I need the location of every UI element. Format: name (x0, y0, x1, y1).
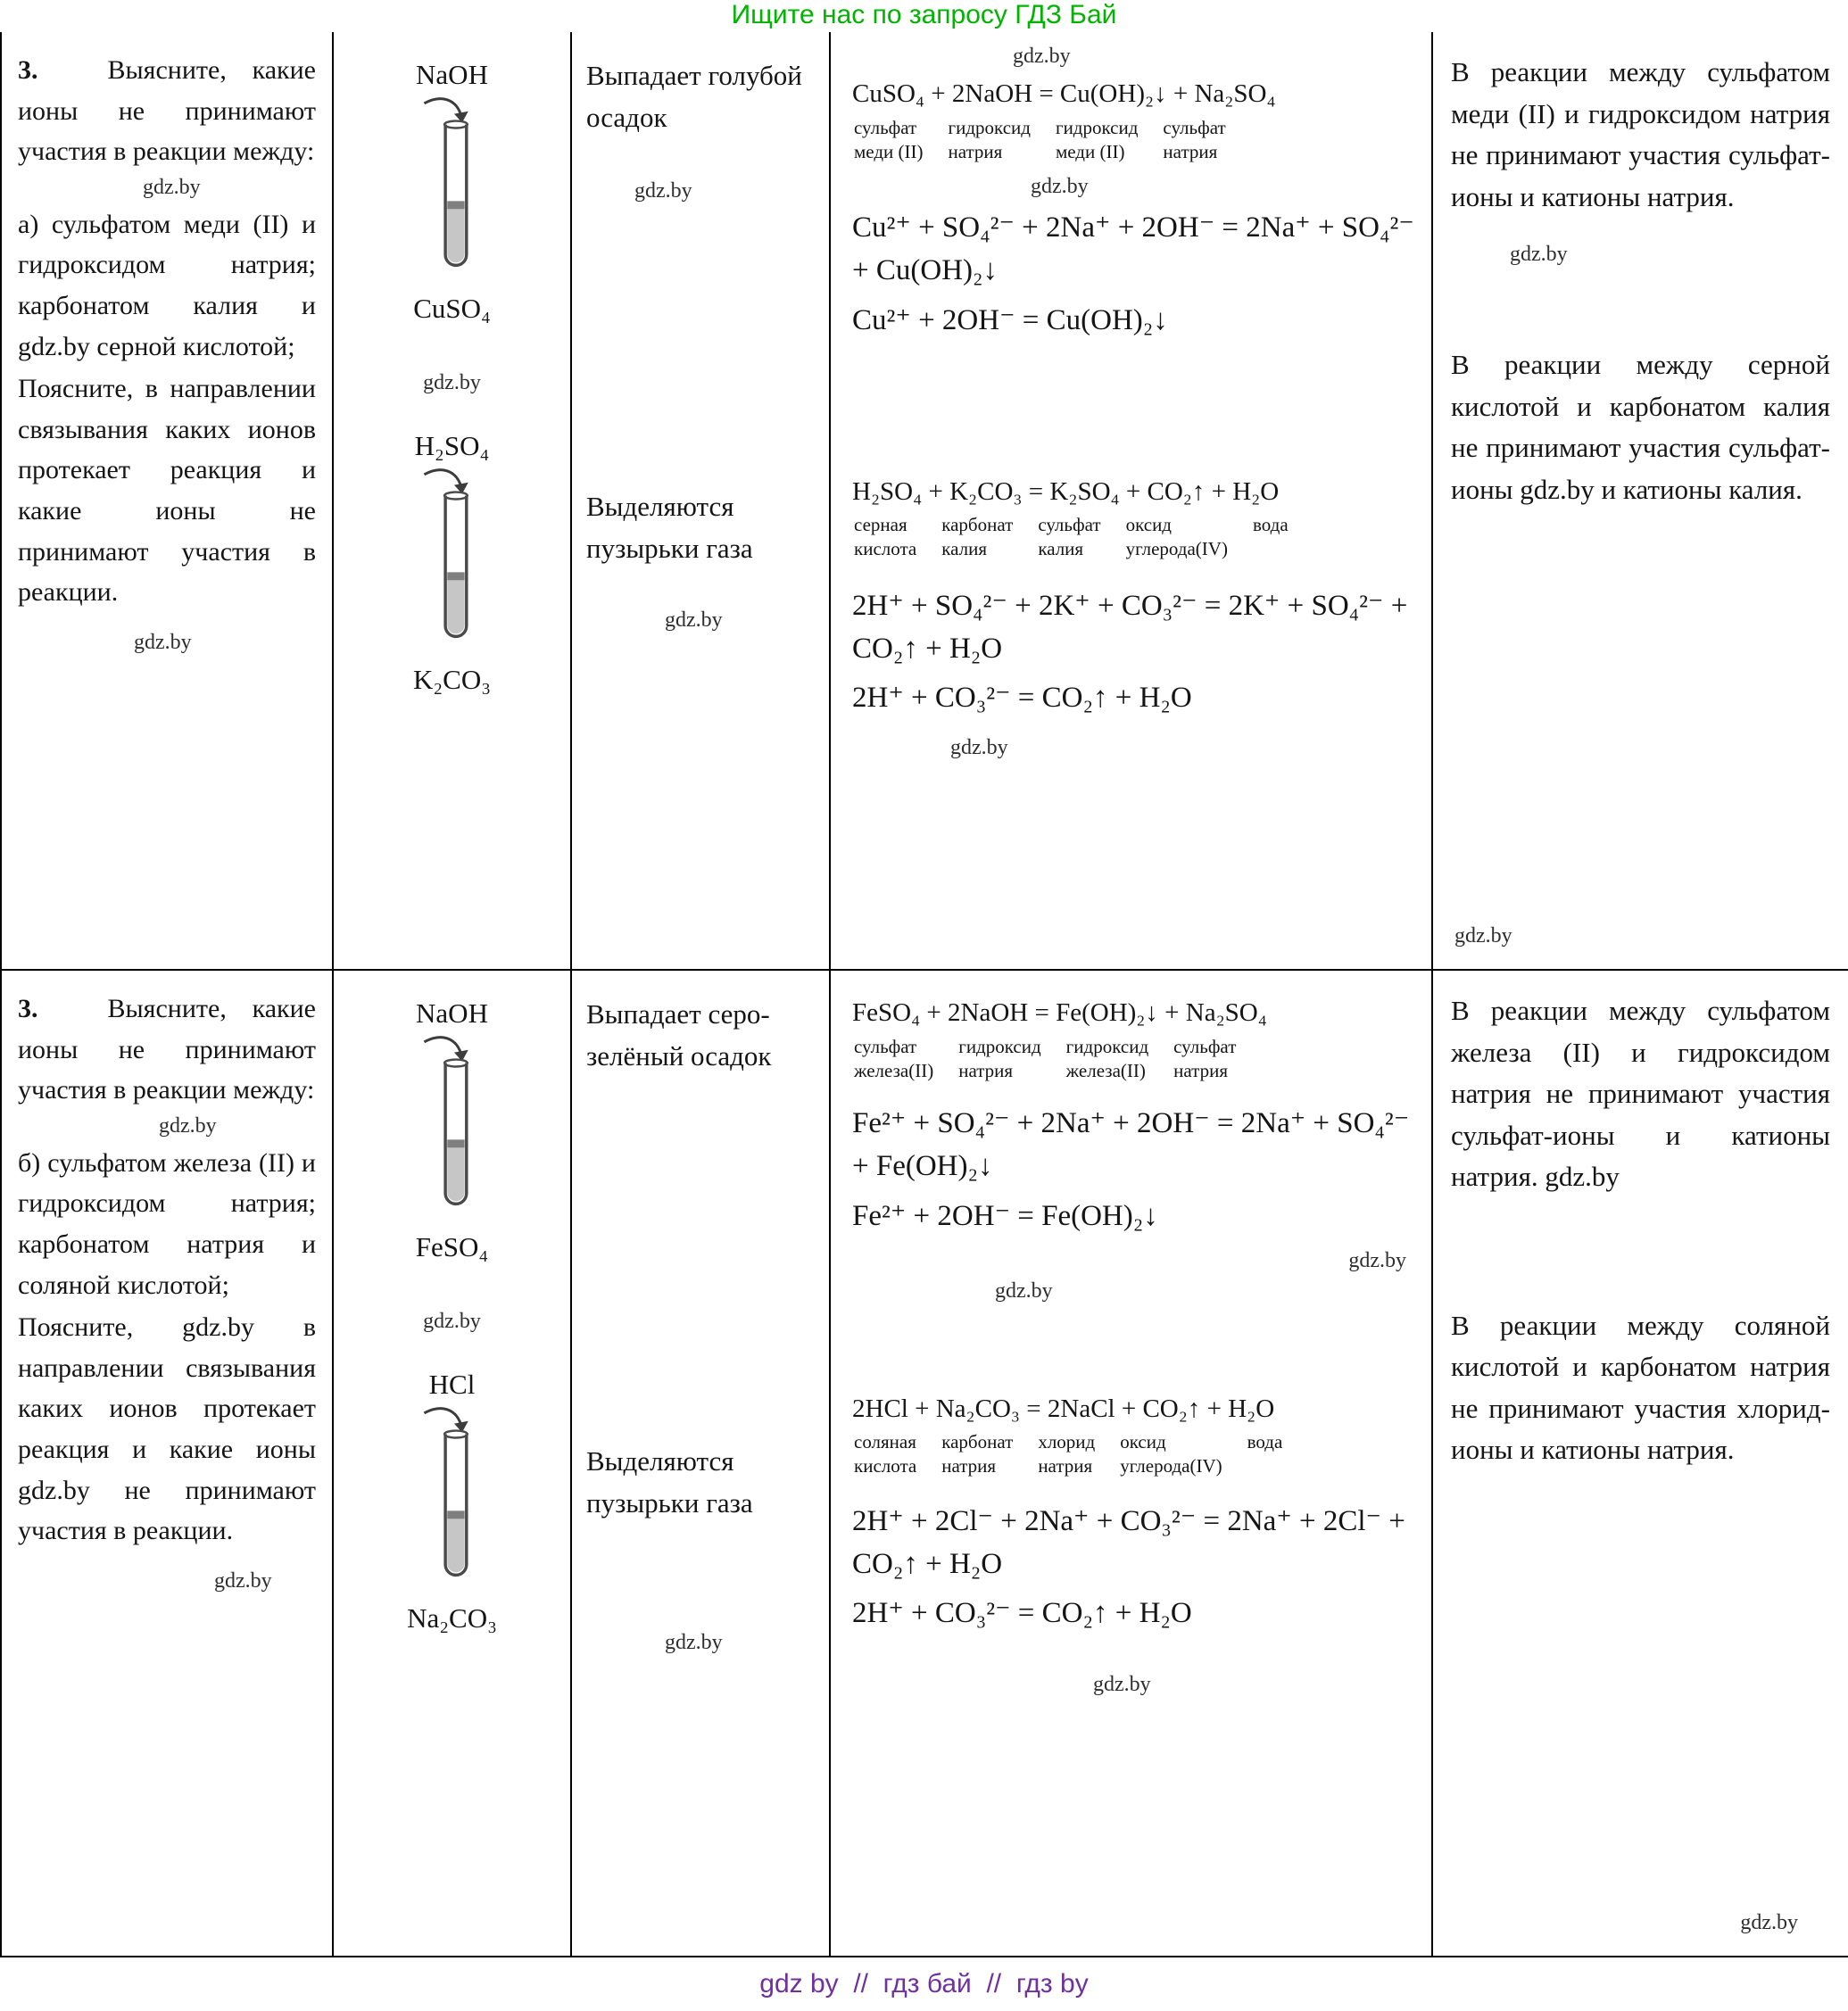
conclusions-cell-a (1433, 32, 1848, 971)
full-ionic-equation: Fe²⁺ + SO₄²⁻ + 2Na⁺ + 2OH⁻ = 2Na⁺ + SO₄²⁻ + Fe(OH)₂↓ (852, 1107, 1410, 1182)
experiment-2 (398, 430, 507, 696)
compound-name (1163, 116, 1225, 165)
molecular-equation: FeSO₄ + 2NaOH = Fe(OH)₂↓ + Na₂SO₄ (852, 998, 1267, 1027)
compound-name-line2: углерода(IV) (1125, 538, 1228, 560)
compound-name-line1: вода (1247, 1431, 1283, 1453)
watermark: gdz.by (1454, 924, 1512, 948)
equation-block-2 (852, 1390, 1415, 1699)
net-ionic-equation: 2H⁺ + CO₃²⁻ = CO₂↑ + H₂O (852, 1597, 1192, 1630)
equation-block-1 (852, 75, 1415, 343)
reagent-in-tube-label: CuSO₄ (413, 293, 491, 324)
compound-name (854, 1430, 916, 1479)
watermark: gdz.by (634, 179, 692, 203)
compound-name (1056, 116, 1138, 165)
full-ionic-equation: 2H⁺ + SO₄²⁻ + 2K⁺ + CO₃²⁻ = 2K⁺ + SO₄²⁻ + CO₂↑ + H₂O (852, 589, 1408, 665)
observation-text: Выпадает голубой осадок (586, 60, 802, 133)
test-tube-icon (398, 1031, 507, 1229)
watermark: gdz.by (1093, 1673, 1151, 1697)
compound-name-line1: гидроксид (948, 116, 1031, 138)
compound-names (854, 1430, 1415, 1479)
watermark: gdz.by (423, 371, 481, 394)
task-variant: б) сульфатом железа (II) и гидроксидом натрия; карбонатом натрия и соляной кислотой; (18, 1147, 316, 1300)
conclusion-1: В реакции между сульфатом меди (II) и гидроксидом натрия не принимают участия сульфат-ионы и катионы натрия. (1451, 56, 1830, 212)
full-ionic-equation: Cu²⁺ + SO₄²⁻ + 2Na⁺ + 2OH⁻ = 2Na⁺ + SO₄²⁻ + Cu(OH)₂↓ (852, 211, 1414, 286)
compound-name-line1: сульфат (1173, 1035, 1237, 1057)
conclusions-cell-b (1433, 971, 1848, 1957)
compound-name (948, 116, 1030, 165)
experiment-2 (398, 1369, 507, 1634)
compound-name-line2: железа(II) (854, 1059, 934, 1081)
compound-name-line2: натрия (1163, 140, 1218, 162)
compound-name-line2: калия (941, 538, 987, 560)
compound-name-line1: сульфат (854, 116, 917, 138)
answer-table (0, 32, 1848, 1957)
task-intro: Выясните, какие ионы не принимают участия в реакции между: (18, 55, 316, 167)
compound-name (1038, 1430, 1095, 1479)
molecular-equation: H₂SO₄ + K₂CO₃ = K₂SO₄ + CO₂↑ + H₂O (852, 476, 1280, 506)
compound-name-line1: хлорид (1038, 1431, 1096, 1453)
compound-name (1173, 1035, 1236, 1084)
compound-name-line1: гидроксид (958, 1035, 1041, 1057)
net-ionic-equation: Fe²⁺ + 2OH⁻ = Fe(OH)₂↓ (852, 1199, 1158, 1232)
compound-name (854, 116, 923, 165)
compound-name-line2: углерода(IV) (1120, 1455, 1222, 1477)
net-ionic-equation: 2H⁺ + CO₃²⁻ = CO₂↑ + H₂O (852, 682, 1192, 715)
compound-name (854, 1035, 933, 1084)
compound-name-line1: сульфат (1038, 514, 1101, 536)
compound-name-line1: сульфат (1163, 116, 1226, 138)
compound-name-line2: железа(II) (1065, 1059, 1146, 1081)
compound-name-line1: оксид (1125, 514, 1172, 536)
page-header: Ищите нас по запросу ГДЗ Бай (731, 0, 1117, 29)
reagent-added-label: H₂SO₄ (414, 430, 490, 461)
equations-cell-b (831, 971, 1433, 1957)
net-ionic-equation: Cu²⁺ + 2OH⁻ = Cu(OH)₂↓ (852, 303, 1168, 336)
conclusion-2: В реакции между серной кислотой и карбонатом калия не принимают участия сульфат-ионы gdz.by и катионы калия. (1451, 349, 1830, 505)
task-number: 3. (18, 55, 38, 85)
compound-name-line2: натрия (958, 1059, 1014, 1081)
task-cell-b (0, 971, 334, 1957)
compound-name-line2: калия (1038, 538, 1084, 560)
reagent-in-tube-label: Na₂CO₃ (407, 1602, 497, 1634)
molecular-equation: 2HCl + Na₂CO₃ = 2NaCl + CO₂↑ + H₂O (852, 1394, 1275, 1423)
molecular-equation: CuSO₄ + 2NaOH = Cu(OH)₂↓ + Na₂SO₄ (852, 79, 1276, 108)
compound-names (854, 1035, 1415, 1084)
observation-2 (586, 486, 815, 633)
compound-name (1253, 513, 1289, 562)
compound-name-line1: карбонат (941, 1431, 1014, 1453)
watermark: gdz.by (1013, 45, 1071, 68)
task-intro: Выясните, какие ионы не принимают участия в реакции между: (18, 994, 316, 1105)
compound-name-line1: гидроксид (1065, 1035, 1149, 1057)
compound-name (941, 1430, 1013, 1479)
task-paragraph (18, 50, 316, 172)
reagents-cell-a (334, 32, 572, 971)
observation-text: Выделяются пузырьки газа (586, 1445, 753, 1519)
watermark: gdz.by (995, 1279, 1053, 1303)
compound-name-line2: натрия (1038, 1455, 1093, 1477)
test-tube-icon (398, 1403, 507, 1601)
page-footer: gdz by // гдз бай // гдз by (759, 1969, 1089, 1999)
test-tube-icon (398, 93, 507, 291)
task-paragraph (18, 989, 316, 1111)
compound-name-line2: натрия (941, 1455, 997, 1477)
compound-name (1247, 1430, 1283, 1479)
reagent-in-tube-label: FeSO₄ (415, 1231, 489, 1262)
watermark: gdz.by (134, 630, 192, 654)
watermark: gdz.by (950, 736, 1008, 760)
compound-name-line1: гидроксид (1055, 116, 1139, 138)
observation-text: Выпадает серо-зелёный осадок (586, 998, 772, 1072)
observation-1 (586, 994, 815, 1077)
compound-name-line1: вода (1252, 514, 1289, 536)
equation-block-1 (852, 994, 1415, 1304)
compound-names (854, 513, 1415, 562)
full-ionic-equation: 2H⁺ + 2Cl⁻ + 2Na⁺ + CO₃²⁻ = 2Na⁺ + 2Cl⁻ + CO₂↑ + H₂O (852, 1504, 1405, 1580)
observations-cell-b (572, 971, 831, 1957)
reagent-in-tube-label: K₂CO₃ (412, 664, 492, 695)
reagent-added-label: HCl (428, 1369, 476, 1400)
compound-name (941, 513, 1013, 562)
compound-name-line2: кислота (854, 538, 917, 560)
compound-name-line1: соляная (854, 1431, 916, 1453)
task-variant: а) сульфатом меди (II) и гидроксидом натрия; карбонатом калия и gdz.by серной кислотой; (18, 209, 316, 361)
compound-names (854, 116, 1415, 165)
compound-name (958, 1035, 1040, 1084)
watermark: gdz.by (665, 608, 723, 632)
compound-name (1038, 513, 1100, 562)
watermark: gdz.by (1348, 1248, 1406, 1272)
task-explain: Поясните, в направлении связывания каких ионов протекает реакция и какие ионы не принимают участия в реакции. (18, 374, 316, 608)
watermark: gdz.by (1031, 175, 1089, 199)
reagent-added-label: NaOH (416, 59, 488, 90)
compound-name-line2: натрия (1173, 1059, 1228, 1081)
compound-name (1066, 1035, 1148, 1084)
compound-name-line1: серная (854, 514, 907, 536)
compound-name-line1: оксид (1120, 1431, 1166, 1453)
watermark: gdz.by (214, 1568, 272, 1593)
watermark: gdz.by (665, 1631, 723, 1654)
equations-cell-a (831, 32, 1433, 971)
compound-name-line2: натрия (948, 140, 1003, 162)
compound-name-line2: меди (II) (1055, 140, 1125, 162)
observation-2 (586, 1441, 815, 1656)
compound-name (1120, 1430, 1222, 1479)
conclusion-1: В реакции между сульфатом железа (II) и гидроксидом натрия не принимают участия сульфат-ионы и катионы натрия. gdz.by (1451, 995, 1830, 1192)
task-cell-a (0, 32, 334, 971)
watermark: gdz.by (423, 1310, 481, 1333)
compound-name-line2: меди (II) (854, 140, 924, 162)
compound-name (854, 513, 916, 562)
compound-name (1126, 513, 1228, 562)
compound-name-line2: кислота (854, 1455, 917, 1477)
compound-name-line1: сульфат (854, 1035, 917, 1057)
watermark: gdz.by (159, 1113, 217, 1138)
test-tube-icon (398, 464, 507, 662)
reagents-cell-b (334, 971, 572, 1957)
observation-text: Выделяются пузырьки газа (586, 491, 753, 564)
compound-name-line1: карбонат (941, 514, 1014, 536)
conclusion-2: В реакции между соляной кислотой и карбонатом натрия не принимают участия хлорид-ионы и катионы натрия. (1451, 1309, 1830, 1465)
task-number: 3. (18, 994, 38, 1023)
experiment-1 (398, 997, 507, 1263)
observation-1 (586, 55, 815, 204)
watermark: gdz.by (1740, 1911, 1798, 1934)
task-explain: Поясните, gdz.by в направлении связывания каких ионов протекает реакция и какие ионы gdz.by не принимают участия в реакции. (18, 1312, 316, 1546)
watermark: gdz.by (1510, 243, 1568, 266)
equation-block-2 (852, 473, 1415, 762)
watermark: gdz.by (143, 175, 201, 199)
reagent-added-label: NaOH (416, 997, 488, 1029)
observations-cell-a (572, 32, 831, 971)
experiment-1 (398, 59, 507, 325)
